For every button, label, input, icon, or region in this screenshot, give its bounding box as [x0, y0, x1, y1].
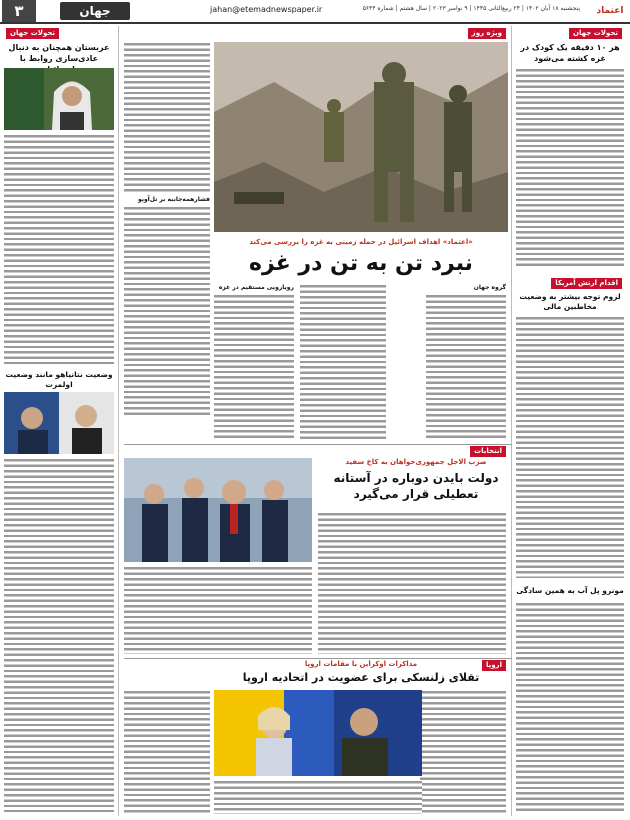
lead-side-body-2	[124, 206, 210, 416]
newspaper-logo: اعتماد	[596, 6, 624, 16]
zelensky-vonderleyen-photo	[214, 690, 422, 776]
right-col-tag: تحولات جهان	[569, 28, 622, 39]
lead-body-col-3	[214, 294, 294, 440]
lead-body-col-2	[300, 284, 386, 440]
netanyahu-olmert-illustration	[4, 392, 114, 454]
saudi-official-illustration	[4, 68, 114, 130]
left-col-tag: تحولات جهان	[6, 28, 59, 39]
story3-headline: تقلای زلنسکی برای عضویت در اتحادیه اروپا	[242, 671, 480, 684]
lead-body-col-1	[426, 294, 506, 440]
story2-body-3	[124, 566, 312, 654]
us-congress-photo	[124, 458, 312, 562]
divider	[118, 26, 119, 816]
lead-headline: نبرد تن به تن در غزه	[249, 251, 473, 276]
us-congress-illustration	[124, 458, 312, 562]
story2-tag: انتخابات	[470, 446, 506, 457]
left-col-headline-2: وضعیت نتانیاهو مانند وضعیت اولمرت	[5, 370, 113, 389]
lead-subhead-3: فشارهمه‌جانبه بر تل‌آویو	[137, 196, 210, 203]
zelensky-vonderleyen-illustration	[214, 690, 422, 776]
divider	[511, 26, 512, 816]
story2-kicker: ضرب الاجل جمهوری‌خواهان به کاخ سفید	[345, 458, 487, 466]
right-col-body-2	[516, 316, 624, 578]
section-label: جهان	[60, 2, 130, 20]
masthead-bar	[0, 0, 630, 24]
story3-body-1	[420, 690, 506, 814]
right-col-headline-3: مونرو پل آب به همین سادگی	[516, 586, 624, 595]
soldiers-photo	[214, 42, 508, 232]
left-col-body-2	[4, 458, 114, 812]
lead-subhead-2: رویارویی مستقیم در غزه	[218, 284, 294, 291]
story3-kicker: مذاکرات اوکراین با مقامات اروپا	[304, 660, 418, 668]
lead-side-body	[124, 42, 210, 192]
story3-body-2	[124, 690, 210, 814]
page-number: ۳	[2, 0, 36, 22]
section-rule	[124, 658, 512, 659]
lead-tag: ویژه روز	[468, 28, 506, 39]
section-rule	[124, 444, 512, 445]
right-col-body	[516, 68, 624, 268]
story2-body-2	[318, 512, 412, 654]
dateline: پنجشنبه ۱۸ آبان ۱۴۰۲ | ۲۴ ربیع‌الثانی ۱۴۴۵ | ۹ نوامبر ۲۰۲۳ | سال هشتم | شماره ۵۶۴۴	[362, 5, 580, 12]
saudi-official-photo	[4, 68, 114, 130]
story2-body-1	[412, 512, 506, 654]
right-col-tag-2: اقدام ارتش آمریکا	[551, 278, 622, 289]
story2-headline: دولت بایدن دوباره در آستانه تعطیلی قرار می‌گیرد	[333, 471, 499, 501]
lead-subhead-1: گروه جهان	[473, 284, 506, 291]
section-email[interactable]: jahan@etemadnewspaper.ir	[210, 5, 323, 14]
story3-body-3	[214, 780, 422, 814]
right-col-headline-2: لزوم توجه بیشتر به وضعیت مخاطبین مالی	[519, 292, 621, 311]
story3-tag: اروپا	[482, 660, 506, 671]
right-col-body-3	[516, 602, 624, 812]
right-col-headline: هر ۱۰ دقیقه یک کودک در غزه کشته می‌شود	[520, 43, 620, 63]
lead-kicker: «اعتماد» اهداف اسرائیل در حمله زمینی به غزه را بررسی می‌کند	[249, 238, 473, 246]
left-col-headline: عربستان همچنان به دنبال عادی‌سازی روابط با	[8, 43, 110, 63]
netanyahu-olmert-photo	[4, 392, 114, 454]
soldiers-photo-illustration	[214, 42, 508, 232]
left-col-body	[4, 134, 114, 364]
